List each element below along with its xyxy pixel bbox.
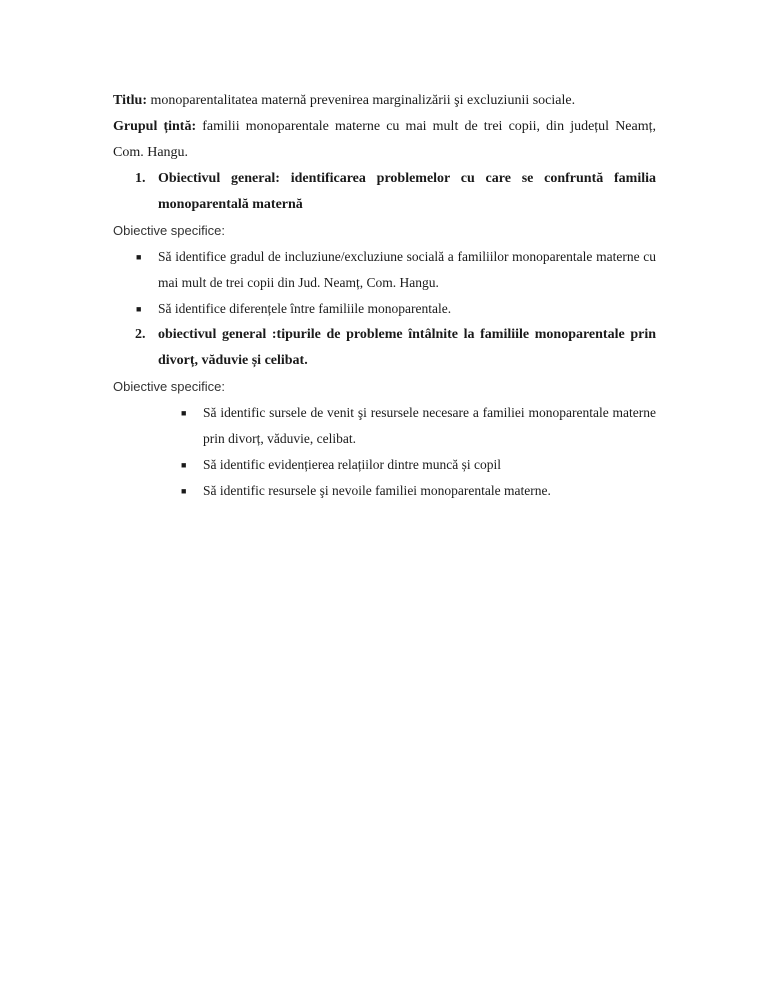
objective-1-number: 1. xyxy=(135,171,146,186)
objective-2-heading xyxy=(135,322,656,374)
title-line xyxy=(113,88,656,114)
list-item-text: Să identific resursele şi nevoile familiei monoparentale materne. xyxy=(203,483,551,498)
objective-2-number: 2. xyxy=(135,327,146,342)
list-item xyxy=(136,296,656,322)
square-bullet-icon: ■ xyxy=(181,486,187,496)
square-bullet-icon: ■ xyxy=(136,304,142,314)
objective-1-heading xyxy=(135,166,656,218)
document-page xyxy=(113,88,656,504)
list-item-text: Să identific sursele de venit şi resursele necesare a familiei monoparentale materne prin divorț, văduvie, celibat. xyxy=(203,405,656,446)
square-bullet-icon: ■ xyxy=(136,252,142,262)
objective-1-specific-label: Obiective specifice: xyxy=(113,223,225,238)
list-item xyxy=(181,400,656,452)
target-group-line xyxy=(113,114,656,166)
objective-2-heading-text: obiectivul general :tipurile de probleme întâlnite la familiile monoparentale prin divorț, văduvie și celibat. xyxy=(158,327,656,368)
title-label: Titlu: xyxy=(113,93,147,108)
square-bullet-icon: ■ xyxy=(181,408,187,418)
objective-2-bullet-list xyxy=(113,400,656,504)
list-item xyxy=(181,452,656,478)
objective-1-heading-text: Obiectivul general: identificarea problemelor cu care se confruntă familia monoparentală maternă xyxy=(158,171,656,212)
list-item-text: Să identifice diferențele între familiile monoparentale. xyxy=(158,301,452,316)
list-item-text: Să identific evidențierea relațiilor dintre muncă și copil xyxy=(203,457,502,472)
list-item xyxy=(181,478,656,504)
objective-2-specific-label: Obiective specifice: xyxy=(113,379,225,394)
list-item-text: Să identifice gradul de incluziune/excluziune socială a familiilor monoparentale materne cu mai mult de trei copii din Jud. Neamț, Com. Hangu. xyxy=(158,249,656,290)
objective-1-bullet-list xyxy=(113,244,656,322)
title-text: monoparentalitatea maternă prevenirea marginalizării şi excluziunii sociale. xyxy=(150,93,576,108)
list-item xyxy=(136,244,656,296)
target-group-text: familii monoparentale materne cu mai mult de trei copii, din județul Neamț, Com. Hangu. xyxy=(113,119,657,160)
square-bullet-icon: ■ xyxy=(181,460,187,470)
target-group-label: Grupul țintă: xyxy=(113,119,197,134)
